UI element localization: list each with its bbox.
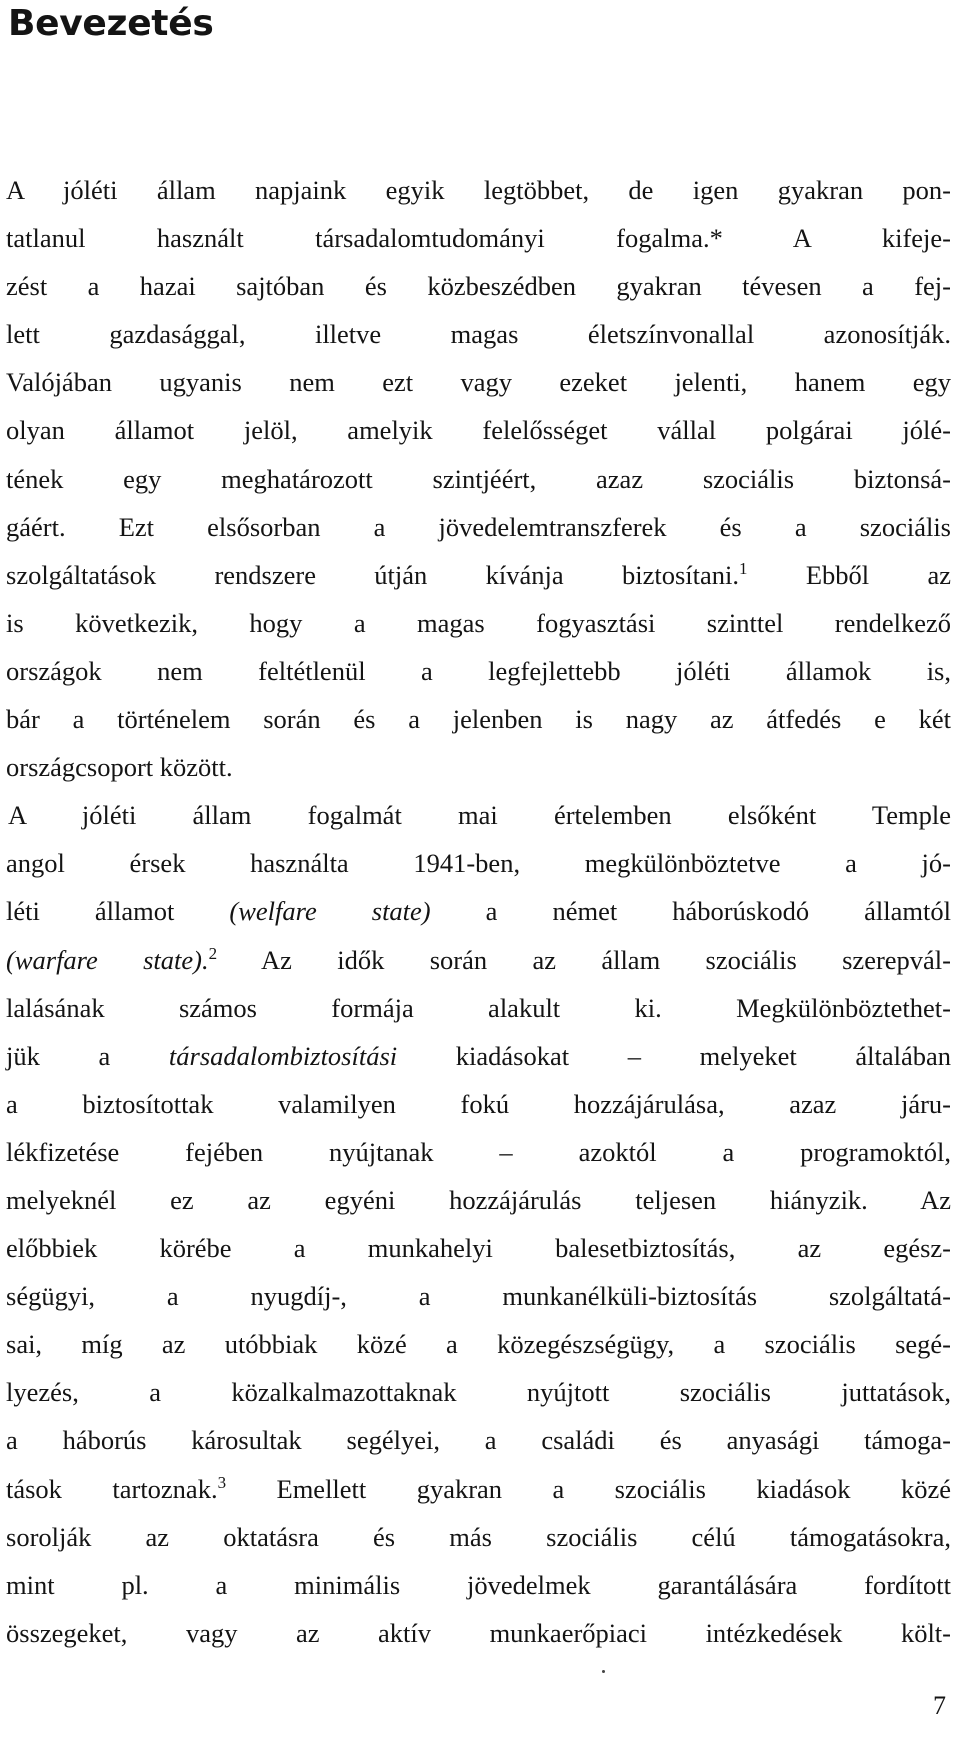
- text-line: a háborús károsultak segélyei, a családi és anyasági támoga-: [6, 1425, 951, 1456]
- italic-term: társadalombiztosítási: [168, 1040, 398, 1071]
- text-line: a biztosítottak valamilyen fokú hozzájárulása, azaz járu-: [6, 1088, 951, 1119]
- text-line: melyeknél ez az egyéni hozzájárulás teljesen hiányzik. Az: [6, 1184, 951, 1215]
- text-line: [0, 887, 951, 935]
- text-run: léti államot: [6, 896, 175, 927]
- text-run: Ebből az: [747, 559, 951, 590]
- text-run: szolgáltatások rendszere útján kívánja biztosítani.: [6, 559, 739, 590]
- text-line: tének egy meghatározott szintjéért, azaz szociális biztonsá-: [6, 463, 951, 494]
- text-run: a német háborúskodó államtól: [430, 896, 951, 927]
- text-line: sai, míg az utóbbiak közé a közegészségügy, a szociális segé-: [6, 1329, 951, 1360]
- text-line: lalásának számos formája alakult ki. Megkülönböztethet-: [6, 992, 951, 1023]
- text-line: [0, 1465, 951, 1513]
- text-line: angol érsek használta 1941-ben, megkülönböztetve a jó-: [6, 848, 951, 879]
- footnote-marker[interactable]: 1: [739, 558, 748, 578]
- text-run: Az idők során az állam szociális szerepvál-: [217, 944, 951, 975]
- italic-term: (welfare state): [229, 896, 431, 927]
- text-line: A jóléti állam fogalmát mai értelemben elsőként Temple: [8, 800, 951, 831]
- text-line: Valójában ugyanis nem ezt vagy ezeket jelenti, hanem egy: [6, 367, 951, 398]
- text-line: A jóléti állam napjaink egyik legtöbbet, de igen gyakran pon-: [6, 175, 951, 205]
- text-line: országcsoport között.: [6, 752, 233, 783]
- text-line: lékfizetése fejében nyújtanak – azoktól a programoktól,: [6, 1136, 951, 1167]
- footnote-marker[interactable]: 3: [217, 1472, 227, 1492]
- text-line: lyezés, a közalkalmazottaknak nyújtott szociális juttatások,: [6, 1377, 951, 1408]
- text-line: olyan államot jelöl, amelyik felelősséget vállal polgárai jólé-: [6, 415, 951, 446]
- text-run: kiadásokat – melyeket általában: [397, 1040, 952, 1071]
- text-line: összegeket, vagy az aktív munkaerőpiaci intézkedések költ-: [6, 1617, 951, 1648]
- text-line: lett gazdasággal, illetve magas életszínvonallal azonosítják.: [6, 319, 951, 350]
- body-text: [0, 166, 960, 1657]
- text-line: bár a történelem során és a jelenben is nagy az átfedés e két: [6, 704, 951, 735]
- text-run: jük a: [6, 1040, 111, 1071]
- page-title: Bevezetés: [8, 3, 214, 44]
- text-line: tatlanul használt társadalomtudományi fogalma.* A kifeje-: [6, 223, 951, 254]
- text-line: [0, 936, 951, 984]
- scan-speck: [602, 1670, 605, 1673]
- text-line: előbbiek körébe a munkahelyi balesetbiztosítás, az egész-: [6, 1233, 951, 1264]
- text-line: zést a hazai sajtóban és közbeszédben gyakran tévesen a fej-: [6, 271, 951, 302]
- text-line: sorolják az oktatásra és más szociális célú támogatásokra,: [6, 1521, 951, 1552]
- text-line: gáért. Ezt elsősorban a jövedelemtranszferek és a szociális: [6, 511, 951, 542]
- text-run: Emellett gyakran a szociális kiadások közé: [226, 1473, 951, 1504]
- page-number: 7: [933, 1691, 946, 1720]
- text-line: [0, 551, 951, 599]
- text-line: mint pl. a minimális jövedelmek garantálására fordított: [6, 1569, 951, 1600]
- footnote-marker[interactable]: 2: [208, 943, 218, 963]
- text-run: tások tartoznak.: [6, 1473, 218, 1504]
- text-line: is következik, hogy a magas fogyasztási szinttel rendelkező: [6, 607, 951, 638]
- italic-term: (warfare state).: [6, 944, 209, 975]
- text-line: [0, 1032, 951, 1080]
- text-line: ségügyi, a nyugdíj-, a munkanélküli-biztosítás szolgáltatá-: [6, 1281, 951, 1312]
- text-line: országok nem feltétlenül a legfejlettebb jóléti államok is,: [6, 655, 951, 686]
